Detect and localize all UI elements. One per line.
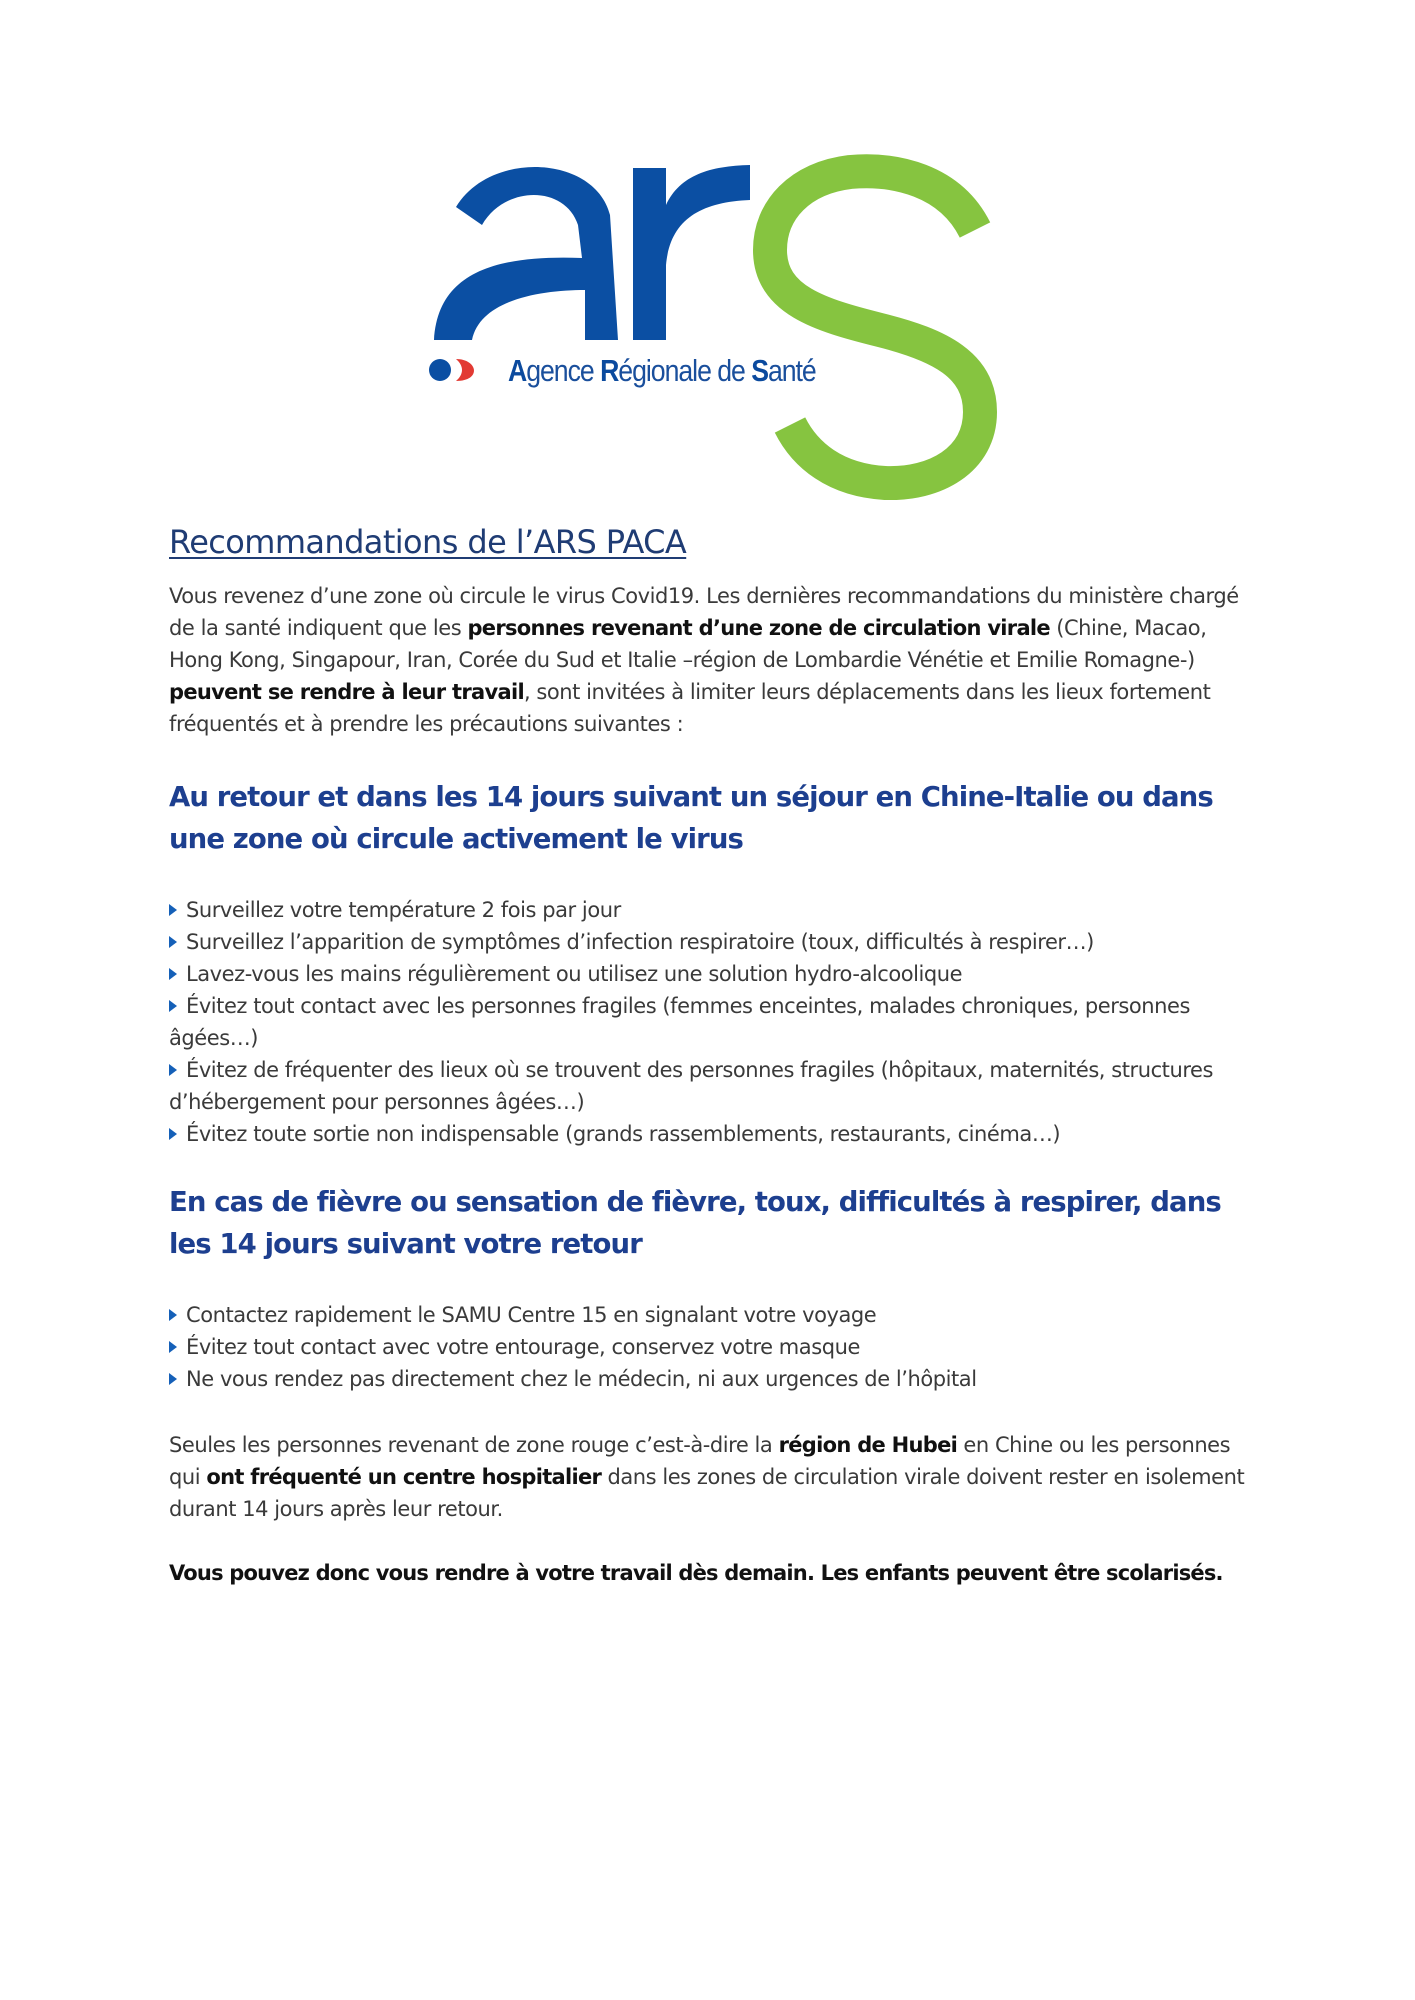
bullet-arrow-icon [169, 936, 177, 948]
conclusion-text: Vous pouvez donc vous rendre à votre travail dès demain. Les enfants peuvent être scolarisés. [169, 1561, 1223, 1585]
bullet-arrow-icon [169, 1064, 177, 1076]
list-item-text: Évitez tout contact avec les personnes fragiles (femmes enceintes, malades chroniques, personnes âgées…) [169, 994, 1190, 1050]
list-item-text: Surveillez votre température 2 fois par jour [186, 898, 621, 922]
tagline-s: S [751, 353, 768, 388]
section2-heading: En cas de fièvre ou sensation de fièvre, toux, difficultés à respirer, dans les 14 jours suivant votre retour [169, 1186, 1221, 1260]
tagline-a: A [508, 353, 527, 388]
list-item-text: Lavez-vous les mains régulièrement ou utilisez une solution hydro-alcoolique [186, 962, 963, 986]
intro-text-1: Vous revenez d’une zone où circule le virus Covid19. Les dernières recommandations du ministère chargé de la santé indiquent que les [169, 584, 1239, 640]
logo-blue-dot-icon [429, 359, 451, 381]
intro-text-3: , sont invitées à limiter leurs déplacements dans les lieux fortement fréquentés et à prendre les précautions suivantes : [169, 680, 1211, 736]
ars-logo [420, 150, 1010, 500]
bullet-arrow-icon [169, 1309, 177, 1321]
bullet-arrow-icon [169, 904, 177, 916]
page-title: Recommandations de l’ARS PACA [169, 523, 687, 562]
list-item [169, 1331, 1249, 1363]
list-item [169, 1299, 1249, 1331]
list-item [169, 990, 1249, 1054]
list-item-text: Évitez tout contact avec votre entourage, conservez votre masque [186, 1335, 860, 1359]
logo-s-shape [767, 171, 980, 483]
isolation-bold-2: ont fréquenté un centre hospitalier [206, 1465, 602, 1489]
tagline-egionale: égionale de [618, 353, 752, 388]
logo-letter-a [434, 167, 618, 340]
list-item [169, 1054, 1249, 1118]
isolation-text-2: en Chine ou les personnes qui [169, 1433, 1231, 1489]
isolation-text-1: Seules les personnes revenant de zone rouge c’est-à-dire la [169, 1433, 779, 1457]
section2-list [169, 1299, 1249, 1395]
bullet-arrow-icon [169, 1128, 177, 1140]
isolation-bold-1: région de Hubei [778, 1433, 958, 1457]
intro-bold-1: personnes revenant d’une zone de circulation virale [467, 616, 1050, 640]
isolation-text-3: dans les zones de circulation virale doivent rester en isolement durant 14 jours après leur retour. [169, 1465, 1245, 1521]
section1-heading: Au retour et dans les 14 jours suivant un séjour en Chine-Italie ou dans une zone où circule activement le virus [169, 781, 1213, 855]
list-item [169, 958, 1249, 990]
list-item [169, 1118, 1249, 1150]
bullet-arrow-icon [169, 1341, 177, 1353]
logo-red-crescent-icon [456, 359, 474, 381]
logo-a-shape [434, 167, 618, 340]
section1-list [169, 894, 1249, 1150]
intro-paragraph [169, 580, 1249, 740]
intro-bold-2: peuvent se rendre à leur travail [169, 680, 524, 704]
list-item [169, 1363, 1249, 1395]
list-item-text: Évitez toute sortie non indispensable (grands rassemblements, restaurants, cinéma…) [186, 1122, 1061, 1146]
list-item-text: Surveillez l’apparition de symptômes d’infection respiratoire (toux, difficultés à respirer…) [186, 930, 1094, 954]
intro-text-2: (Chine, Macao, Hong Kong, Singapour, Iran, Corée du Sud et Italie –région de Lombardie Vénétie et Emilie Romagne-) [169, 616, 1207, 672]
isolation-paragraph [169, 1429, 1249, 1525]
bullet-arrow-icon [169, 968, 177, 980]
list-item-text: Ne vous rendez pas directement chez le médecin, ni aux urgences de l’hôpital [186, 1367, 977, 1391]
logo-tagline [508, 353, 816, 389]
list-item-text: Évitez de fréquenter des lieux où se trouvent des personnes fragiles (hôpitaux, maternités, structures d’hébergement pour personnes âgées…) [169, 1058, 1213, 1114]
list-item [169, 894, 1249, 926]
list-item [169, 926, 1249, 958]
logo-r-shape [633, 165, 750, 340]
list-item-text: Contactez rapidement le SAMU Centre 15 en signalant votre voyage [186, 1303, 877, 1327]
tagline-ante: anté [767, 353, 816, 388]
tagline-gence: gence [526, 353, 601, 388]
tagline-r: R [600, 353, 619, 388]
ars-logo-graphic [420, 150, 1010, 500]
bullet-arrow-icon [169, 1000, 177, 1012]
bullet-arrow-icon [169, 1373, 177, 1385]
logo-letter-r [633, 165, 750, 340]
